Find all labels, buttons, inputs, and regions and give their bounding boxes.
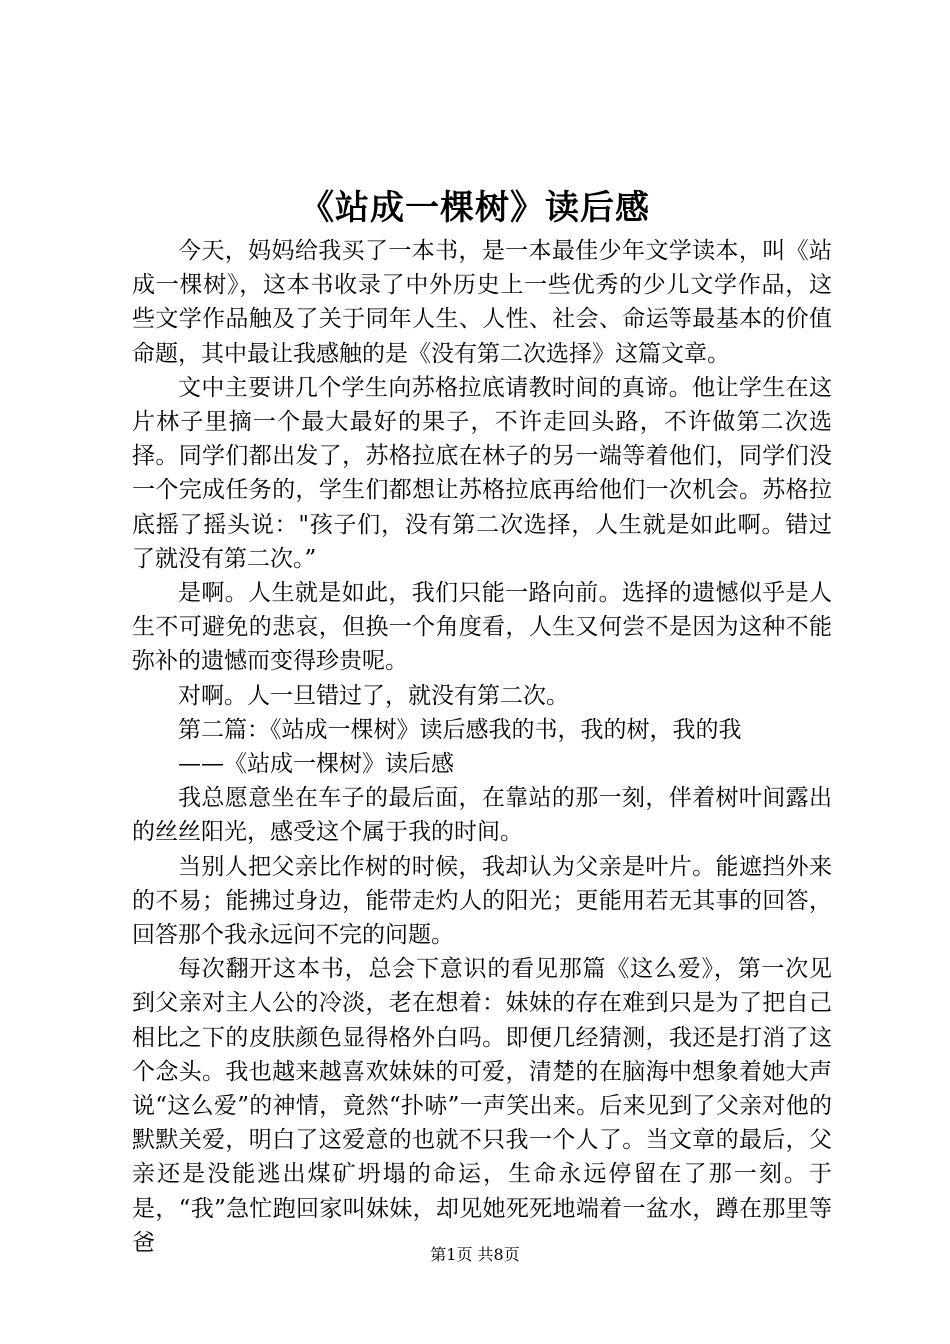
- paragraph: 第二篇：《站成一棵树》读后感我的书，我的树，我的我: [178, 716, 742, 743]
- page-number-footer: 第1页 共8页: [430, 1245, 520, 1264]
- paragraph: 我总愿意坐在车子的最后面，在靠站的那一刻，伴着树叶间露出的丝丝阳光，感受这个属于我的时间。: [132, 785, 832, 846]
- paragraph: 文中主要讲几个学生向苏格拉底请教时间的真谛。他让学生在这片林子里摘一个最大最好的果子，不许走回头路，不许做第二次选择。同学们都出发了，苏格拉底在林子的另一端等着他们，同学们没一个完成任务的，学生们都想让苏格拉底再给他们一次机会。苏格拉底摇了摇头说："孩子们，没有第二次选择，人生就是如此啊。错过了就没有第二次。”: [132, 374, 832, 572]
- document-title: 《站成一棵树》读后感: [300, 188, 650, 228]
- paragraph: 是啊。人生就是如此，我们只能一路向前。选择的遗憾似乎是人生不可避免的悲哀，但换一个角度看，人生又何尝不是因为这种不能弥补的遗憾而变得珍贵呢。: [132, 580, 832, 675]
- document-body: [132, 234, 832, 1260]
- paragraph: 对啊。人一旦错过了，就没有第二次。: [178, 682, 569, 709]
- paragraph: 每次翻开这本书，总会下意识的看见那篇《这么爱》，第一次见到父亲对主人公的冷淡，老在想着：妹妹的存在难到只是为了把自己相比之下的皮肤颜色显得格外白吗。即便几经猜测，我还是打消了这个念头。我也越来越喜欢妹妹的可爱，清楚的在脑海中想象着她大声说“这么爱”的神情，竟然“扑哧”一声笑出来。后来见到了父亲对他的默默关爱，明白了这爱意的也就不只我一个人了。当文章的最后，父亲还是没能逃出煤矿坍塌的命运，生命永远停留在了那一刻。于是，“我”急忙跑回家叫妹妹，却见她死死地端着一盆水，蹲在那里等爸: [132, 956, 832, 1256]
- paragraph: 当别人把父亲比作树的时候，我却认为父亲是叶片。能遮挡外来的不易；能拂过身边，能带走灼人的阳光；更能用若无其事的回答，回答那个我永远问不完的问题。: [132, 853, 832, 949]
- paragraph: 今天，妈妈给我买了一本书，是一本最佳少年文学读本，叫《站成一棵树》，这本书收录了中外历史上一些优秀的少儿文学作品，这些文学作品触及了关于同年人生、人性、社会、命运等最基本的价值命题，其中最让我感触的是《没有第二次选择》这篇文章。: [132, 238, 832, 367]
- subtitle-line: ——《站成一棵树》读后感: [178, 751, 454, 778]
